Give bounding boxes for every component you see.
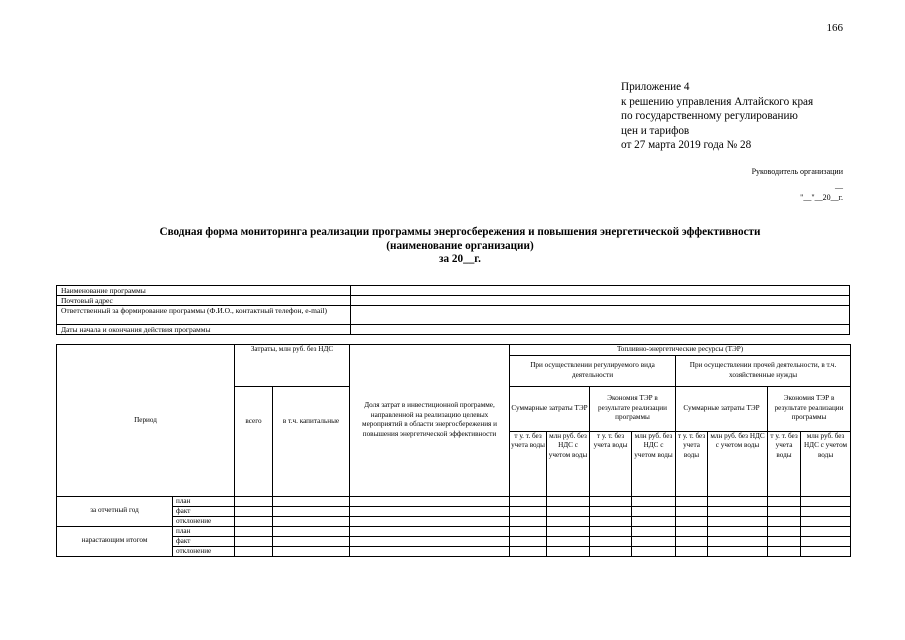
cell[interactable] xyxy=(632,516,676,526)
info-value[interactable] xyxy=(351,306,850,325)
row-label: отклонение xyxy=(173,546,235,556)
appendix-line: от 27 марта 2019 года № 28 xyxy=(621,139,752,151)
row-label: факт xyxy=(173,536,235,546)
cell[interactable] xyxy=(273,496,350,506)
unit-header: млн руб. без НДС с учетом воды xyxy=(801,431,851,496)
cell[interactable] xyxy=(768,506,801,516)
info-label: Даты начала и окончания действия программы xyxy=(57,325,351,335)
cell[interactable] xyxy=(547,496,590,506)
info-value[interactable] xyxy=(351,325,850,335)
appendix-block xyxy=(621,80,813,153)
regulated-header: При осуществлении регулируемого вида деятельности xyxy=(510,355,676,386)
cell[interactable] xyxy=(235,536,273,546)
cell[interactable] xyxy=(350,536,510,546)
cell[interactable] xyxy=(676,516,708,526)
cell[interactable] xyxy=(350,526,510,536)
table-row xyxy=(57,536,851,546)
cell[interactable] xyxy=(273,526,350,536)
cell[interactable] xyxy=(590,536,632,546)
row-label: факт xyxy=(173,506,235,516)
cell[interactable] xyxy=(590,506,632,516)
cell[interactable] xyxy=(235,506,273,516)
costs-header: Затраты, млн руб. без НДС xyxy=(235,345,350,387)
unit-header: т у. т. без учета воды xyxy=(676,431,708,496)
cell[interactable] xyxy=(768,516,801,526)
cell[interactable] xyxy=(801,536,851,546)
cell[interactable] xyxy=(235,516,273,526)
cell[interactable] xyxy=(632,546,676,556)
cell[interactable] xyxy=(768,546,801,556)
period-header: Период xyxy=(57,345,235,497)
row-label: отклонение xyxy=(173,516,235,526)
cell[interactable] xyxy=(235,526,273,536)
cell[interactable] xyxy=(235,496,273,506)
unit-header: т у. т. без учета воды xyxy=(590,431,632,496)
appendix-line: к решению управления Алтайского края xyxy=(621,95,814,108)
unit-header: млн руб. без НДС с учетом воды xyxy=(632,431,676,496)
cell[interactable] xyxy=(510,546,547,556)
cell[interactable] xyxy=(350,506,510,516)
table-row xyxy=(57,526,851,536)
title-line: Сводная форма мониторинга реализации программы энергосбережения и повышения энергетической эффективности xyxy=(159,226,761,238)
page-number: 166 xyxy=(826,22,843,34)
cell[interactable] xyxy=(510,536,547,546)
cell[interactable] xyxy=(708,506,768,516)
economy-header: Экономия ТЭР в результате реализации программы xyxy=(590,386,676,431)
row-label: план xyxy=(173,526,235,536)
cell[interactable] xyxy=(510,526,547,536)
cell[interactable] xyxy=(590,526,632,536)
cell[interactable] xyxy=(590,516,632,526)
cell[interactable] xyxy=(632,506,676,516)
signature-dash: — xyxy=(835,183,843,192)
cell[interactable] xyxy=(676,546,708,556)
cell[interactable] xyxy=(547,516,590,526)
cell[interactable] xyxy=(235,546,273,556)
cell[interactable] xyxy=(708,536,768,546)
cell[interactable] xyxy=(801,516,851,526)
cell[interactable] xyxy=(273,516,350,526)
cell[interactable] xyxy=(590,546,632,556)
ter-header: Топливно-энергетические ресурсы (ТЭР) xyxy=(510,345,851,356)
info-row xyxy=(57,325,850,335)
cell[interactable] xyxy=(273,546,350,556)
cell[interactable] xyxy=(676,496,708,506)
cell[interactable] xyxy=(632,526,676,536)
table-row xyxy=(57,506,851,516)
sum-costs-header: Суммарные затраты ТЭР xyxy=(676,386,768,431)
cell[interactable] xyxy=(547,526,590,536)
cell[interactable] xyxy=(676,506,708,516)
info-label: Ответственный за формирование программы (Ф.И.О., контактный телефон, e-mail) xyxy=(57,306,351,325)
cell[interactable] xyxy=(350,516,510,526)
table-row xyxy=(57,546,851,556)
cell[interactable] xyxy=(510,506,547,516)
period-label: за отчетный год xyxy=(57,496,173,526)
cell[interactable] xyxy=(768,526,801,536)
organization-name: (наименование организации) xyxy=(386,239,534,252)
info-label: Наименование программы xyxy=(57,286,351,296)
cell[interactable] xyxy=(510,496,547,506)
cell[interactable] xyxy=(350,546,510,556)
row-label: план xyxy=(173,496,235,506)
unit-header: т у. т. без учета воды xyxy=(510,431,547,496)
capital-header: в т.ч. капитальные xyxy=(273,386,350,496)
cell[interactable] xyxy=(547,506,590,516)
title-year: за 20__г. xyxy=(439,253,481,265)
cell[interactable] xyxy=(273,536,350,546)
cell[interactable] xyxy=(510,516,547,526)
cell[interactable] xyxy=(547,536,590,546)
cell[interactable] xyxy=(768,536,801,546)
appendix-line: Приложение 4 xyxy=(621,81,690,93)
cell[interactable] xyxy=(676,526,708,536)
sum-costs-header: Суммарные затраты ТЭР xyxy=(510,386,590,431)
cell[interactable] xyxy=(632,536,676,546)
total-header: всего xyxy=(235,386,273,496)
cell[interactable] xyxy=(708,526,768,536)
program-info-table xyxy=(56,285,850,335)
appendix-line: по государственному регулированию xyxy=(621,110,798,122)
cell[interactable] xyxy=(273,506,350,516)
info-row xyxy=(57,286,850,296)
info-value[interactable] xyxy=(351,286,850,296)
other-activity-header: При осуществлении прочей деятельности, в т.ч. хозяйственные нужды xyxy=(676,355,851,386)
share-header: Доля затрат в инвестиционной программе, направленной на реализацию целевых мероприятий в области энергосбережения и повышения энергетической эффективности xyxy=(350,345,510,497)
cell[interactable] xyxy=(801,526,851,536)
cell[interactable] xyxy=(708,516,768,526)
cell[interactable] xyxy=(590,496,632,506)
head-signature-block xyxy=(752,167,843,203)
cell[interactable] xyxy=(708,496,768,506)
cell[interactable] xyxy=(801,506,851,516)
table-row xyxy=(57,496,851,506)
unit-header: млн руб. без НДС с учетом воды xyxy=(708,431,768,496)
info-value[interactable] xyxy=(351,296,850,306)
info-label: Почтовый адрес xyxy=(57,296,351,306)
cell[interactable] xyxy=(801,496,851,506)
signature-date: "__"__20__г. xyxy=(800,193,843,202)
cell[interactable] xyxy=(708,546,768,556)
cell[interactable] xyxy=(350,496,510,506)
info-row xyxy=(57,306,850,325)
period-label: нарастающим итогом xyxy=(57,526,173,556)
cell[interactable] xyxy=(547,546,590,556)
cell[interactable] xyxy=(801,546,851,556)
cell[interactable] xyxy=(632,496,676,506)
cell[interactable] xyxy=(676,536,708,546)
unit-header: т у. т. без учета воды xyxy=(768,431,801,496)
info-row xyxy=(57,296,850,306)
table-row xyxy=(57,516,851,526)
cell[interactable] xyxy=(768,496,801,506)
head-label: Руководитель организации xyxy=(751,167,843,176)
unit-header: млн руб. без НДС с учетом воды xyxy=(547,431,590,496)
appendix-line: цен и тарифов xyxy=(621,124,690,137)
document-title xyxy=(60,226,860,267)
economy-header: Экономия ТЭР в результате реализации программы xyxy=(768,386,851,431)
monitoring-table xyxy=(56,344,851,557)
